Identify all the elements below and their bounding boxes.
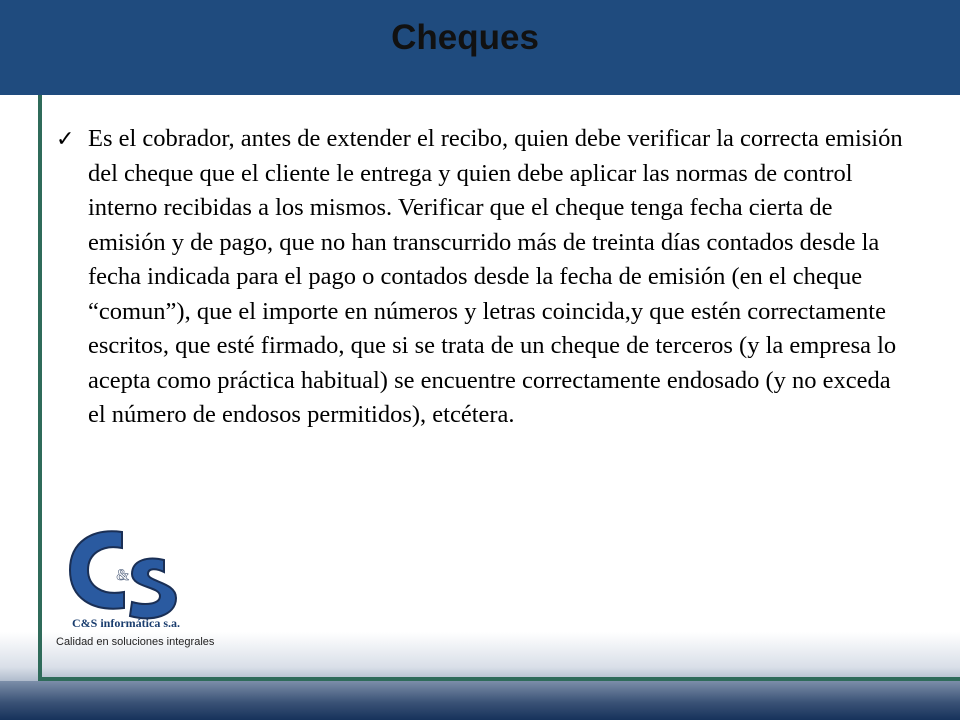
bottom-band [0, 681, 960, 720]
frame-bottom-border [38, 677, 960, 681]
bullet-text: Es el cobrador, antes de extender el recibo, quien debe verificar la correcta emisión del cheque que el cliente le entrega y quien debe aplicar las normas de control interno recibidas a los mismos. Verificar que el cheque tenga fecha cierta de emisión y de pago, que no han transcurrido más de treinta días contados desde la fecha indicada para el pago o contados desde la fecha de emisión (en el cheque “comun”), que el importe en números y letras coincida,y que estén correctamente escritos, que esté firmado, que si se trata de un cheque de terceros (y la empresa lo acepta como práctica habitual) se encuentre correctamente endosado (y no exceda el número de endosos permitidos), etcétera. [88, 125, 903, 428]
company-tagline: Calidad en soluciones integrales [56, 636, 215, 648]
slide-title: Cheques [391, 18, 539, 57]
bullet-item [56, 122, 906, 433]
company-name: C&S informática s.a. [72, 616, 180, 630]
slide-content [56, 122, 906, 433]
checkmark-icon: ✓ [56, 127, 75, 152]
svg-text:&: & [116, 567, 130, 584]
frame-left-border [38, 95, 42, 681]
